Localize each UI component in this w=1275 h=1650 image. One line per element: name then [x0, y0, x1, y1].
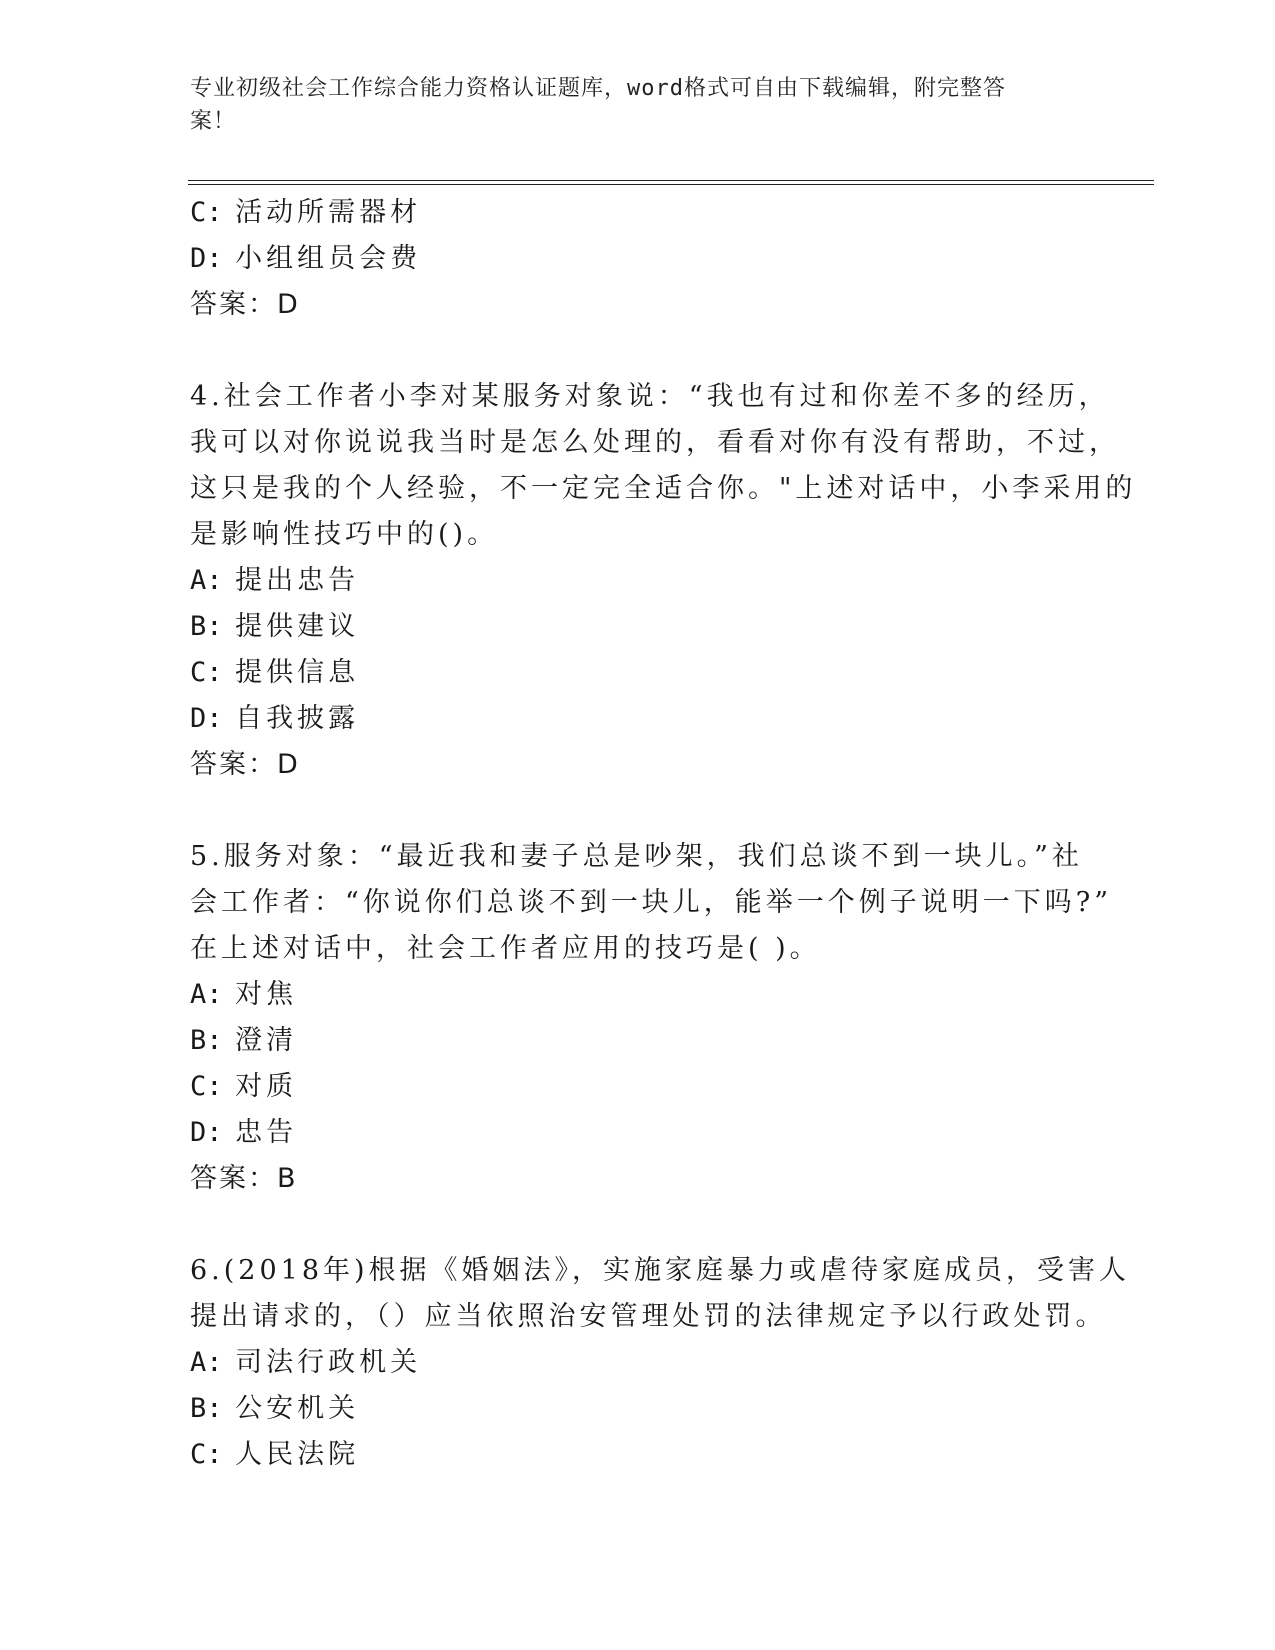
question-5 [190, 834, 1113, 1202]
question-content [190, 190, 1137, 1478]
question-6 [190, 1248, 1131, 1478]
option-text: 提供信息 [235, 657, 360, 688]
option-text: 自我披露 [235, 703, 360, 734]
header-rule-bottom [188, 184, 1154, 185]
question-stem-line: 4.社会工作者小李对某服务对象说：“我也有过和你差不多的经历， [190, 381, 1110, 412]
option-key: B: [190, 1025, 223, 1056]
option-key: C: [190, 197, 223, 228]
question-stem-line: 我可以对你说说我当时是怎么处理的，看看对你有没有帮助，不过， [190, 427, 1120, 458]
question-stem-line: 提出请求的，（）应当依照治安管理处罚的法律规定予以行政处罚。 [190, 1301, 1107, 1332]
option-a [190, 972, 1090, 1018]
spacer [190, 788, 1090, 834]
option-text: 小组组员会费 [235, 243, 422, 274]
header-line: 案！ [190, 109, 237, 134]
option-c [190, 1064, 1090, 1110]
header-line: 专业初级社会工作综合能力资格认证题库，word格式可自由下载编辑，附完整答 [190, 76, 1006, 101]
question-stem-line: 在上述对话中，社会工作者应用的技巧是( )。 [190, 933, 821, 964]
question-stem-line: 6.(2018年)根据《婚姻法》，实施家庭暴力或虐待家庭成员，受害人 [190, 1255, 1131, 1286]
spacer [190, 328, 1090, 374]
option-key: A: [190, 979, 223, 1010]
option-c [190, 650, 1090, 696]
option-c [190, 190, 1090, 236]
option-b [190, 1018, 1090, 1064]
answer-line: 答案：B [190, 1163, 298, 1194]
option-text: 人民法院 [235, 1439, 360, 1470]
option-key: D: [190, 243, 223, 274]
option-d [190, 1110, 1090, 1156]
option-d [190, 696, 1090, 742]
option-key: B: [190, 1393, 223, 1424]
option-text: 对质 [235, 1071, 298, 1102]
option-text: 活动所需器材 [235, 197, 422, 228]
question-3-tail [190, 190, 1090, 328]
header-rule-top [188, 180, 1154, 181]
spacer [190, 1202, 1090, 1248]
option-key: A: [190, 565, 223, 596]
option-d [190, 236, 1090, 282]
question-stem-line: 这只是我的个人经验，不一定完全适合你。"上述对话中，小李采用的 [190, 473, 1137, 504]
option-key: A: [190, 1347, 223, 1378]
question-stem-line: 是影响性技巧中的()。 [190, 519, 499, 550]
question-stem-line: 5.服务对象：“最近我和妻子总是吵架，我们总谈不到一块儿。”社 [190, 841, 1083, 872]
option-text: 提出忠告 [235, 565, 360, 596]
option-text: 对焦 [235, 979, 298, 1010]
option-a [190, 558, 1090, 604]
option-key: C: [190, 657, 223, 688]
option-key: C: [190, 1439, 223, 1470]
option-text: 公安机关 [235, 1393, 360, 1424]
option-text: 澄清 [235, 1025, 298, 1056]
option-key: B: [190, 611, 223, 642]
question-4 [190, 374, 1137, 788]
option-key: C: [190, 1071, 223, 1102]
option-a [190, 1340, 1090, 1386]
option-b [190, 604, 1090, 650]
document-header [190, 72, 1090, 138]
answer-line: 答案：D [190, 749, 300, 780]
option-text: 司法行政机关 [235, 1347, 422, 1378]
option-key: D: [190, 1117, 223, 1148]
option-key: D: [190, 703, 223, 734]
option-b [190, 1386, 1090, 1432]
option-text: 忠告 [235, 1117, 298, 1148]
answer-line: 答案：D [190, 289, 300, 320]
question-stem-line: 会工作者：“你说你们总谈不到一块儿，能举一个例子说明一下吗?” [190, 887, 1113, 918]
option-text: 提供建议 [235, 611, 360, 642]
option-c [190, 1432, 1090, 1478]
